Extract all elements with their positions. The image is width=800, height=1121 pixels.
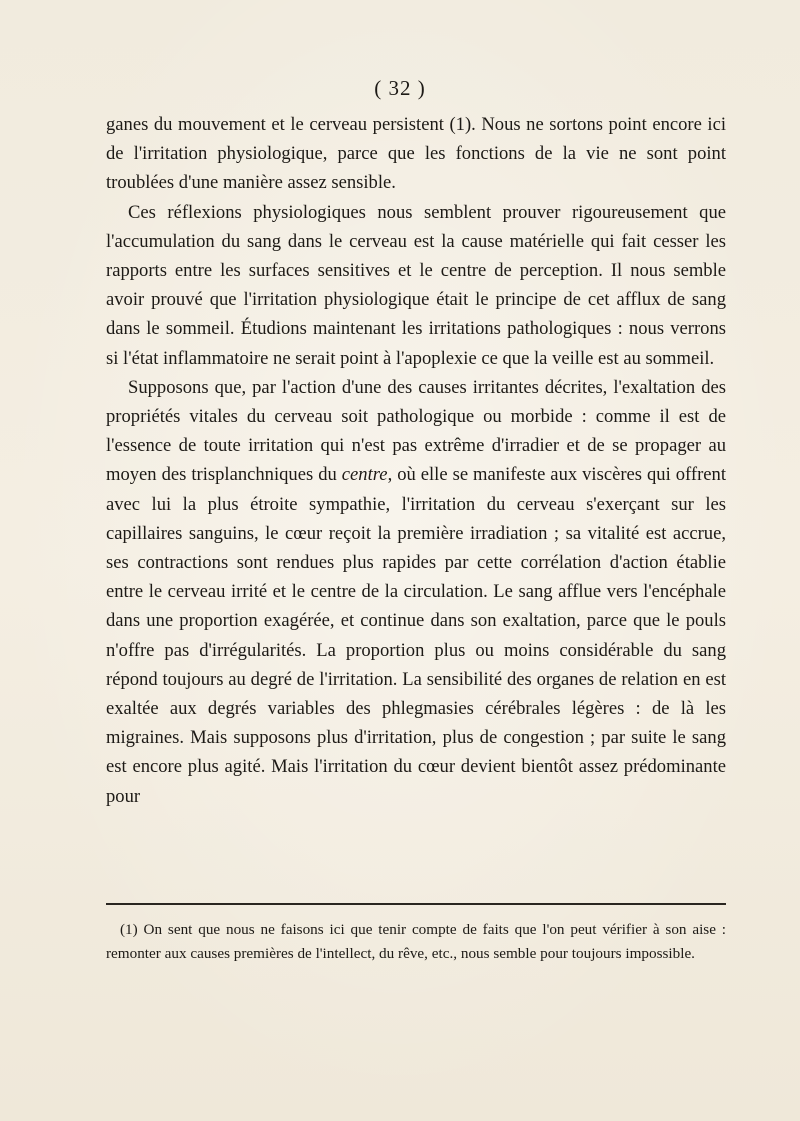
footnote-separator (106, 903, 726, 905)
page-number: ( 32 ) (374, 76, 426, 100)
paragraph-3-text-after: , où elle se manifeste aux viscères qui offrent avec lui la plus étroite sympathie, l'irritation du cerveau s'exerçant sur les capillaires sanguins, le cœur reçoit la première irradiation ; sa vitalité est accrue, ses contractions sont rendues plus rapides par cette corrélation d'action établie entre le cerveau irrité et le centre de la circulation. Le sang afflue vers l'encéphale dans une proportion exagérée, et continue dans son exaltation, parce que le pouls n'offre pas d'irrégularités. La proportion plus ou moins considérable du sang répond toujours au degré de l'irritation. La sensibilité des organes de relation en est exaltée aux degrés variables des phlegmasies cérébrales légères : de là les migraines. Mais supposons plus d'irritation, plus de congestion ; par suite le sang est encore plus agité. Mais l'irritation du cœur devient bientôt assez prédominante pour (106, 464, 726, 807)
paragraph-3 (106, 373, 726, 811)
footnote-text: (1) On sent que nous ne faisons ici que tenir compte de faits que l'on peut vérifier à son aise : remonter aux causes premières de l'intellect, du rêve, etc., nous semble pour toujours impossible. (106, 921, 726, 962)
paragraph-3-text-before: Supposons que, par l'action d'une des causes irritantes décrites, l'exaltation des propriétés vitales du cerveau soit pathologique ou morbide : comme il est de l'essence de toute irritation qui n'est pas extrême d'irradier et de se propager au moyen des trisplanchniques du (106, 376, 726, 486)
body-text (106, 110, 726, 811)
paragraph-1: ganes du mouvement et le cerveau persistent (1). Nous ne sortons point encore ici de l'irritation physiologique, parce que les fonctions de la vie ne sont point troublées d'une manière assez sensible. (106, 114, 726, 194)
footnote (106, 918, 726, 965)
paragraph-2: Ces réflexions physiologiques nous semblent prouver rigoureusement que l'accumulation du sang dans le cerveau est la cause matérielle qui fait cesser les rapports entre les surfaces sensitives et le centre de perception. Il nous semble avoir prouvé que l'irritation physiologique était le principe de cet afflux de sang dans le sommeil. Étudions maintenant les irritations pathologiques : nous verrons si l'état inflammatoire ne serait point à l'apoplexie ce que la veille est au sommeil. (106, 201, 726, 369)
paragraph-3-italic-word: centre (341, 464, 388, 486)
